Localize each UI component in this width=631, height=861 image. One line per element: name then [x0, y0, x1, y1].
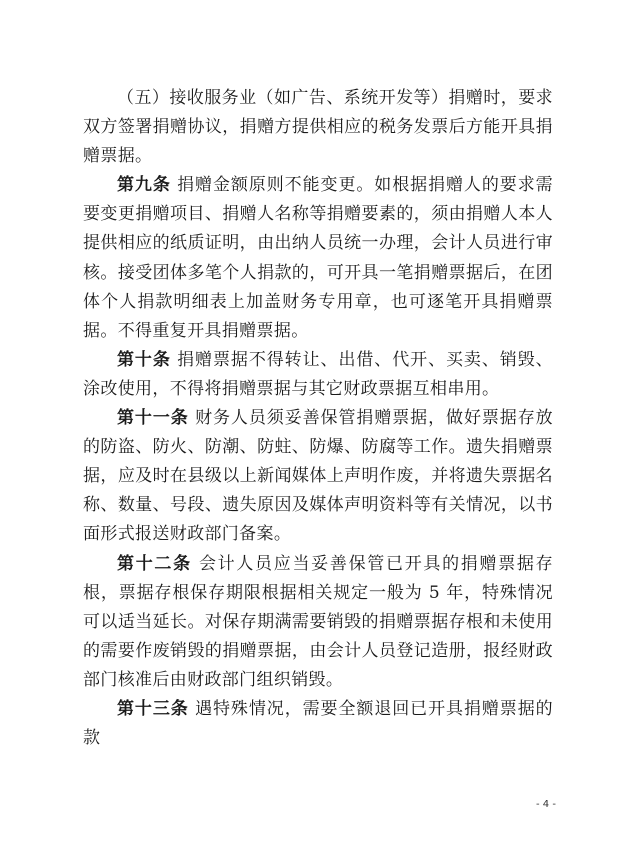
article-12 [83, 550, 553, 695]
page-number: - 4 - [536, 799, 556, 810]
article-heading: 第九条 [117, 175, 171, 196]
article-heading: 第十一条 [117, 408, 189, 429]
article-10 [83, 346, 553, 404]
article-text: 财务人员须妥善保管捐赠票据，做好票据存放的防盗、防火、防潮、防蛀、防爆、防腐等工作。遗失捐赠票据，应及时在县级以上新闻媒体上声明作废，并将遗失票据名称、数量、号段、遗失原因及媒体声明资料等有关情况，以书面形式报送财政部门备案。 [83, 408, 554, 545]
article-13 [83, 695, 553, 753]
article-11 [83, 404, 553, 549]
article-text: 捐赠票据不得转让、出借、代开、买卖、销毁、涂改使用，不得将捐赠票据与其它财政票据互相串用。 [83, 349, 553, 399]
article-heading: 第十条 [117, 349, 171, 370]
article-heading: 第十二条 [117, 553, 192, 574]
paragraph-text: （五）接收服务业（如广告、系统开发等）捐赠时，要求双方签署捐赠协议，捐赠方提供相应的税务发票后方能开具捐赠票据。 [83, 88, 553, 167]
paragraph-item-5 [83, 84, 553, 171]
document-body [83, 84, 553, 753]
article-text: 捐赠金额原则不能变更。如根据捐赠人的要求需要变更捐赠项目、捐赠人名称等捐赠要素的，须由捐赠人本人提供相应的纸质证明，由出纳人员统一办理，会计人员进行审核。接受团体多笔个人捐款的，可开具一笔捐赠票据后，在团体个人捐款明细表上加盖财务专用章，也可逐笔开具捐赠票据。不得重复开具捐赠票据。 [83, 175, 553, 341]
article-text: 遇特殊情况，需要全额退回已开具捐赠票据的款 [83, 698, 554, 749]
article-text: 会计人员应当妥善保管已开具的捐赠票据存根，票据存根保存期限根据相关规定一般为 5 年，特殊情况可以适当延长。对保存期满需要销毁的捐赠票据存根和未使用的需要作废销毁的捐赠票据，由会计人员登记造册，报经财政部门核准后由财政部门组织销毁。 [83, 553, 553, 690]
article-heading: 第十三条 [117, 698, 189, 719]
article-9 [83, 171, 553, 346]
